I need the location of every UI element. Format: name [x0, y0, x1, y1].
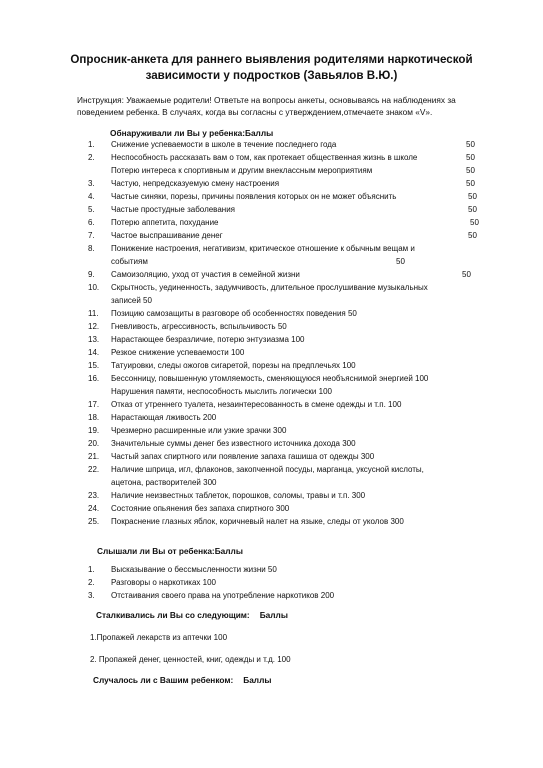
list-item — [0, 334, 543, 347]
item-number: 6. — [88, 218, 95, 227]
item-number: 18. — [88, 413, 100, 422]
instruction-line-2: поведением ребенка. В случаях, когда вы согласны с утверждением,отмечаете знаком «V». — [77, 107, 433, 117]
list-item — [0, 347, 543, 360]
section4-title — [93, 675, 271, 686]
list-item — [0, 477, 543, 490]
item-points: 50 — [468, 205, 477, 214]
item-text: Снижение успеваемости в школе в течение последнего года — [111, 140, 337, 149]
item-number: 25. — [88, 517, 100, 526]
item-points: 50 — [466, 153, 475, 162]
item-number: 17. — [88, 400, 100, 409]
item-number: 1. — [88, 140, 95, 149]
list-item — [0, 191, 543, 204]
item-text: Частые синяки, порезы, причины появления которых он не может объяснить — [111, 192, 397, 201]
item-text: Понижение настроения, негативизм, критическое отношение к обычным вещам и — [111, 244, 415, 253]
list-item — [0, 269, 543, 282]
item-number: 9. — [88, 270, 95, 279]
item-text: Частое выспрашивание денег — [111, 231, 223, 240]
instruction — [77, 94, 507, 118]
item-number: 3. — [88, 591, 95, 600]
list-item — [0, 425, 543, 438]
item-text: Нарастающая лживость 200 — [111, 413, 217, 422]
item-text: Нарастающее безразличие, потерю энтузиазма 100 — [111, 335, 305, 344]
list-item — [0, 295, 543, 308]
item-text: Нарушения памяти, неспособность мыслить логически 100 — [111, 387, 332, 396]
list-item — [0, 577, 543, 590]
item-text: Частую, непредсказуемую смену настроения — [111, 179, 280, 188]
list-item — [0, 165, 543, 178]
item-text: Самоизоляцию, уход от участия в семейной жизни — [111, 270, 300, 279]
list-item — [0, 178, 543, 191]
list-item — [0, 152, 543, 165]
instruction-line-1: Инструкция: Уважаемые родители! Ответьте на вопросы анкеты, основываясь на наблюдениях за — [77, 95, 456, 105]
item-points: 50 — [466, 140, 475, 149]
list-item — [0, 451, 543, 464]
item-text: Гневливость, агрессивность, вспыльчивость 50 — [111, 322, 287, 331]
list-item — [0, 490, 543, 503]
item-number: 14. — [88, 348, 100, 357]
item-number: 5. — [88, 205, 95, 214]
item-points: 50 — [468, 192, 477, 201]
list-item — [0, 204, 543, 217]
section3-title-text: Сталкивались ли Вы со следующим: — [96, 610, 250, 620]
section4-title-points: Баллы — [243, 675, 272, 685]
list-item — [0, 564, 543, 577]
item-text: Позицию самозащиты в разговоре об особенностях поведения 50 — [111, 309, 357, 318]
item-number: 7. — [88, 231, 95, 240]
item-text: Резкое снижение успеваемости 100 — [111, 348, 245, 357]
item-text: Чрезмерно расширенные или узкие зрачки 300 — [111, 426, 287, 435]
list-item — [0, 139, 543, 152]
item-number: 23. — [88, 491, 100, 500]
item-text: Разговоры о наркотиках 100 — [111, 578, 216, 587]
item-text: Значительные суммы денег без известного источника дохода 300 — [111, 439, 356, 448]
item-number: 24. — [88, 504, 100, 513]
item-number: 4. — [88, 192, 95, 201]
item-text: Частые простудные заболевания — [111, 205, 236, 214]
item-points: 50 — [470, 218, 479, 227]
section2-title: Слышали ли Вы от ребенка:Баллы — [97, 546, 243, 556]
item-points: 50 — [468, 231, 477, 240]
item-text: Наличие шприца, игл, флаконов, закопченной посуды, марганца, уксусной кислоты, — [111, 465, 424, 474]
item-points: 50 — [462, 270, 471, 279]
item-text: Татуировки, следы ожогов сигаретой, порезы на предплечьях 100 — [111, 361, 356, 370]
item-text: Высказывание о бессмысленности жизни 50 — [111, 565, 277, 574]
list-item — [0, 256, 543, 269]
item-number: 10. — [88, 283, 100, 292]
item-text: Отстаивания своего права на употребление наркотиков 200 — [111, 591, 335, 600]
item-text: Отказ от утреннего туалета, незаинтересованность в смене одежды и т.п. 100 — [111, 400, 402, 409]
list-item — [0, 243, 543, 256]
list-item — [0, 412, 543, 425]
item-number: 16. — [88, 374, 100, 383]
item-number: 19. — [88, 426, 100, 435]
list-item: 2. Пропажей денег, ценностей, книг, одежды и т.д. 100 — [90, 655, 291, 664]
document-title — [0, 52, 543, 84]
list-item — [0, 503, 543, 516]
list-item — [0, 386, 543, 399]
item-number: 2. — [88, 153, 95, 162]
list-item — [0, 308, 543, 321]
item-text: Состояние опьянения без запаха спиртного 300 — [111, 504, 290, 513]
item-text: Потерю интереса к спортивным и другим внеклассным мероприятиям — [111, 166, 373, 175]
item-number: 1. — [88, 565, 95, 574]
item-number: 11. — [88, 309, 99, 318]
item-text: Наличие неизвестных таблеток, порошков, соломы, травы и т.п. 300 — [111, 491, 366, 500]
title-line-1: Опросник-анкета для раннего выявления родителями наркотической — [70, 53, 473, 66]
list-item — [0, 516, 543, 529]
item-number: 22. — [88, 465, 100, 474]
list-item: 1.Пропажей лекарств из аптечки 100 — [90, 633, 228, 642]
item-number: 20. — [88, 439, 100, 448]
item-text: Частый запах спиртного или появление запаха гашиша от одежды 300 — [111, 452, 375, 461]
list-item — [0, 399, 543, 412]
item-text: Потерю аппетита, похудание — [111, 218, 219, 227]
item-text: записей 50 — [111, 296, 152, 305]
item-number: 8. — [88, 244, 95, 253]
item-text: Неспособность рассказать вам о том, как протекает общественная жизнь в школе — [111, 153, 418, 162]
list-item — [0, 464, 543, 477]
item-text: Бессонницу, повышенную утомляемость, сменяющуюся необъяснимой энергией 100 — [111, 374, 429, 383]
item-number: 13. — [88, 335, 100, 344]
list-item — [0, 373, 543, 386]
item-number: 2. — [88, 578, 95, 587]
item-number: 12. — [88, 322, 100, 331]
list-item — [0, 590, 543, 603]
list-item — [0, 360, 543, 373]
list-item — [0, 230, 543, 243]
section3-title — [96, 610, 288, 621]
item-number: 3. — [88, 179, 95, 188]
item-text: Скрытность, уединенность, задумчивость, длительное прослушивание музыкальных — [111, 283, 428, 292]
list-item — [0, 321, 543, 334]
item-text: Покраснение глазных яблок, коричневый налет на языке, следы от уколов 300 — [111, 517, 404, 526]
section1-title: Обнаруживали ли Вы у ребенка:Баллы — [110, 128, 274, 138]
title-line-2: зависимости у подростков (Завьялов В.Ю.) — [145, 69, 398, 82]
item-text: событиям — [111, 257, 148, 266]
item-text: ацетона, растворителей 300 — [111, 478, 217, 487]
item-number: 21. — [88, 452, 100, 461]
item-points: 50 — [396, 257, 405, 266]
list-item — [0, 282, 543, 295]
section4-title-text: Случалось ли с Вашим ребенком: — [93, 675, 234, 685]
list-item — [0, 438, 543, 451]
section3-title-points: Баллы — [259, 610, 288, 620]
item-points: 50 — [466, 166, 475, 175]
item-points: 50 — [466, 179, 475, 188]
list-item — [0, 217, 543, 230]
item-number: 15. — [88, 361, 100, 370]
